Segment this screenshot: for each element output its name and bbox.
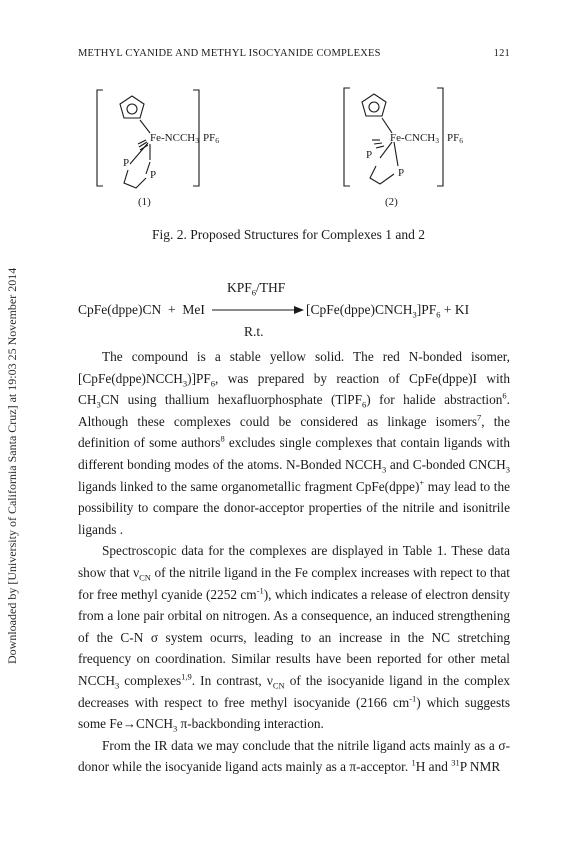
right-p-label-2: P — [398, 167, 405, 179]
right-cp-fe-bond — [382, 118, 392, 133]
paragraph-1: The compound is a stable yellow solid. The red N-bonded isomer, $[CpFe(dppe)NCCH_3)]PF_6$, was prepared by reaction of CpFe(dppe)I with $CH_3CN$ using thallium hexafluorphosphate (TlPF$_6$) for halide abstraction$^6$. Although these complexes could be considered as linkage isomers$^7$, the definition of some authors$^8$ excludes single complexes that contain ligands with different bonding modes of the atoms. N-Bonded $NCCH_3$ and C-bonded $CNCH_3$ ligands linked to the same organometallic fragment CpFe(dppe)+ may lead to the possibility to compare the donor-acceptor properties of the nitrile and isonitrile ligands . — [78, 349, 510, 537]
watermark-text: Downloaded by [University of California Santa Cruz] at 19:03 25 November 2014 — [5, 267, 19, 664]
reaction-equation — [0, 280, 577, 339]
left-compound-number: (1) — [138, 196, 151, 208]
download-watermark — [5, 267, 19, 664]
right-ligand-label: Fe-CNCH3 — [390, 132, 439, 145]
right-cp-ring — [362, 94, 386, 116]
figure-caption: Fig. 2. Proposed Structures for Complexes 1 and 2 — [152, 227, 425, 242]
left-cp-circle — [127, 104, 137, 114]
structure-drawings — [0, 78, 577, 223]
left-counterion: PF6 — [203, 132, 219, 145]
left-p-label-2: P — [150, 169, 157, 181]
right-compound-number: (2) — [385, 196, 398, 208]
right-counterion: PF6 — [447, 132, 463, 145]
left-ligand-label: Fe-NCCH3 — [150, 132, 199, 145]
reaction-arrow — [210, 302, 306, 318]
reaction-reactants: CpFe(dppe)CN + MeI — [78, 302, 205, 317]
structure-figure — [0, 78, 577, 223]
left-cp-ring — [120, 96, 144, 118]
running-title: METHYL CYANIDE AND METHYL ISOCYANIDE COMPLEXES — [78, 48, 381, 59]
right-p-label-1: P — [366, 149, 373, 161]
left-cp-fe-bond — [140, 120, 150, 133]
right-cp-circle — [369, 102, 379, 112]
reaction-condition: R.t. — [244, 324, 264, 339]
left-bracket-open — [97, 90, 103, 186]
page-number: 121 — [493, 48, 510, 59]
paragraph-2: Spectroscopic data for the complexes are displayed in Table 1. These data show that $\nu_{CN}$ of the nitrile ligand in the Fe complex increases with repect to that for free methyl cyanide (2252 $cm^{-1}$), which indicates a release of electron density from a lone pair orbital on nitrogen. As a consequence, an induced strengthening of the C-N σ system ocurrs, leading to an increase in the NC stretching frequency on coordination. Similar results have been reported for other metal $NCCH_3$ complexes$^{1,9}$. In contrast, $\nu_{CN}$ of the isocyanide ligand in the complex decreases with respect to free methyl isocyanide (2166 $cm^{-1}$) which suggests some $Fe\to CNCH_3$ π-backbonding interaction. — [78, 543, 511, 734]
body-text — [78, 346, 510, 778]
paragraph-3: From the IR data we may conclude that the nitrile ligand acts mainly as a σ-donor while the isocyanide ligand acts mainly as a π-acceptor. $^1$H and $^{31}$P NMR — [78, 737, 510, 775]
reaction-reagent: $KPF_6$/THF — [227, 280, 286, 298]
left-p-label-1: P — [123, 157, 130, 169]
right-bracket-open — [344, 88, 350, 186]
reaction-products: $[CpFe(dppe)CNCH_3]PF_6$ + KI — [306, 302, 470, 320]
